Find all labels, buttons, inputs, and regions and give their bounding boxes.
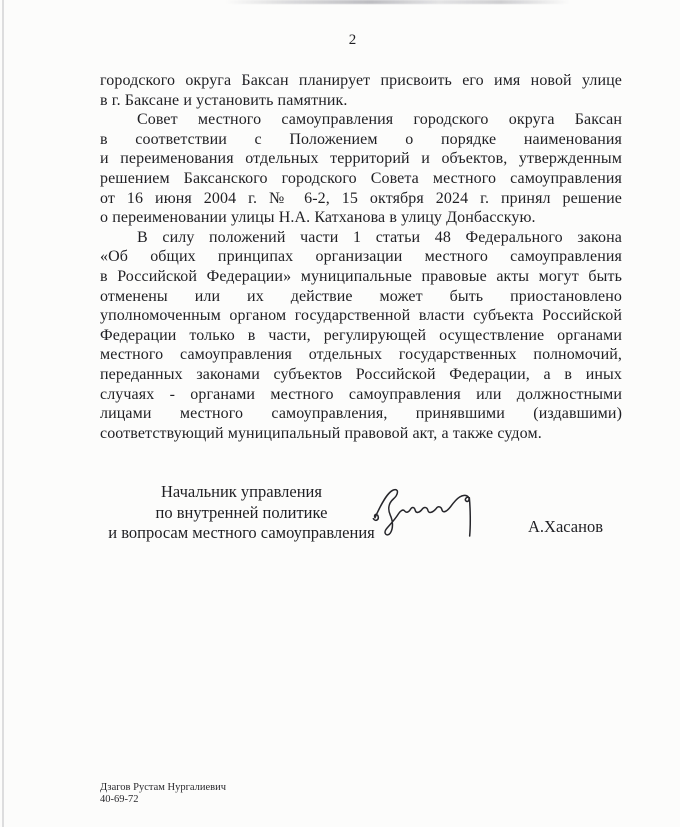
- signer-title-line: и вопросам местного самоуправления: [108, 523, 375, 542]
- text-line: местного самоуправления отдельных государственных полномочий,: [100, 346, 622, 364]
- text-line: Совет местного самоуправления городского округа Баксан: [137, 111, 622, 129]
- text-line: В силу положений части 1 статьи 48 Федерального закона: [137, 228, 622, 246]
- contact-phone: 40-69-72: [100, 794, 139, 805]
- signer-title: [100, 482, 383, 544]
- text-line: отменены или их действие может быть приостановлено: [100, 287, 622, 305]
- signer-name: А.Хасанов: [528, 517, 603, 536]
- text-line: и переименования отдельных территорий и объектов, утвержденным: [100, 150, 622, 168]
- signer-title-line: Начальник управления: [161, 482, 322, 501]
- text-line: городского округа Баксан планирует присвоить его имя новой улице: [100, 72, 622, 89]
- handwritten-signature-icon: [356, 478, 506, 558]
- scan-artifact-top: [225, 0, 570, 4]
- text-line: соответствующий муниципальный правовой акт, а также судом.: [100, 424, 542, 442]
- text-line: в г. Баксане и установить памятник.: [100, 91, 348, 109]
- text-line: решением Баксанского городского Совета местного самоуправления: [100, 169, 622, 187]
- document-body: [100, 71, 622, 443]
- text-line: случаях - органами местного самоуправления или должностными: [100, 385, 622, 403]
- text-line: о переименовании улицы Н.А. Катханова в улицу Донбасскую.: [100, 209, 536, 227]
- page-number: 2: [348, 32, 357, 48]
- text-line: в соответствии с Положением о порядке наименования: [100, 130, 622, 148]
- scan-artifact-left-edge: [2, 0, 4, 827]
- text-line: переданных законами субъектов Российской Федерации, а в иных: [100, 365, 622, 383]
- text-line: «Об общих принципах организации местного самоуправления: [100, 248, 622, 266]
- text-line: Федерации только в части, регулирующей осуществление органами: [100, 326, 622, 344]
- text-line: лицами местного самоуправления, принявшими (издавшими): [100, 405, 622, 423]
- text-line: от 16 июня 2004 г. № 6-2, 15 октября 2024 г. принял решение: [100, 189, 622, 207]
- text-line: уполномоченным органом государственной власти субъекта Российской: [100, 307, 622, 325]
- signer-title-line: по внутренней политике: [155, 502, 328, 522]
- text-line: в Российской Федерации» муниципальные правовые акты могут быть: [100, 267, 622, 285]
- contact-name: Дзагов Рустам Нургалиевич: [100, 782, 227, 793]
- footer-contact: [100, 782, 226, 806]
